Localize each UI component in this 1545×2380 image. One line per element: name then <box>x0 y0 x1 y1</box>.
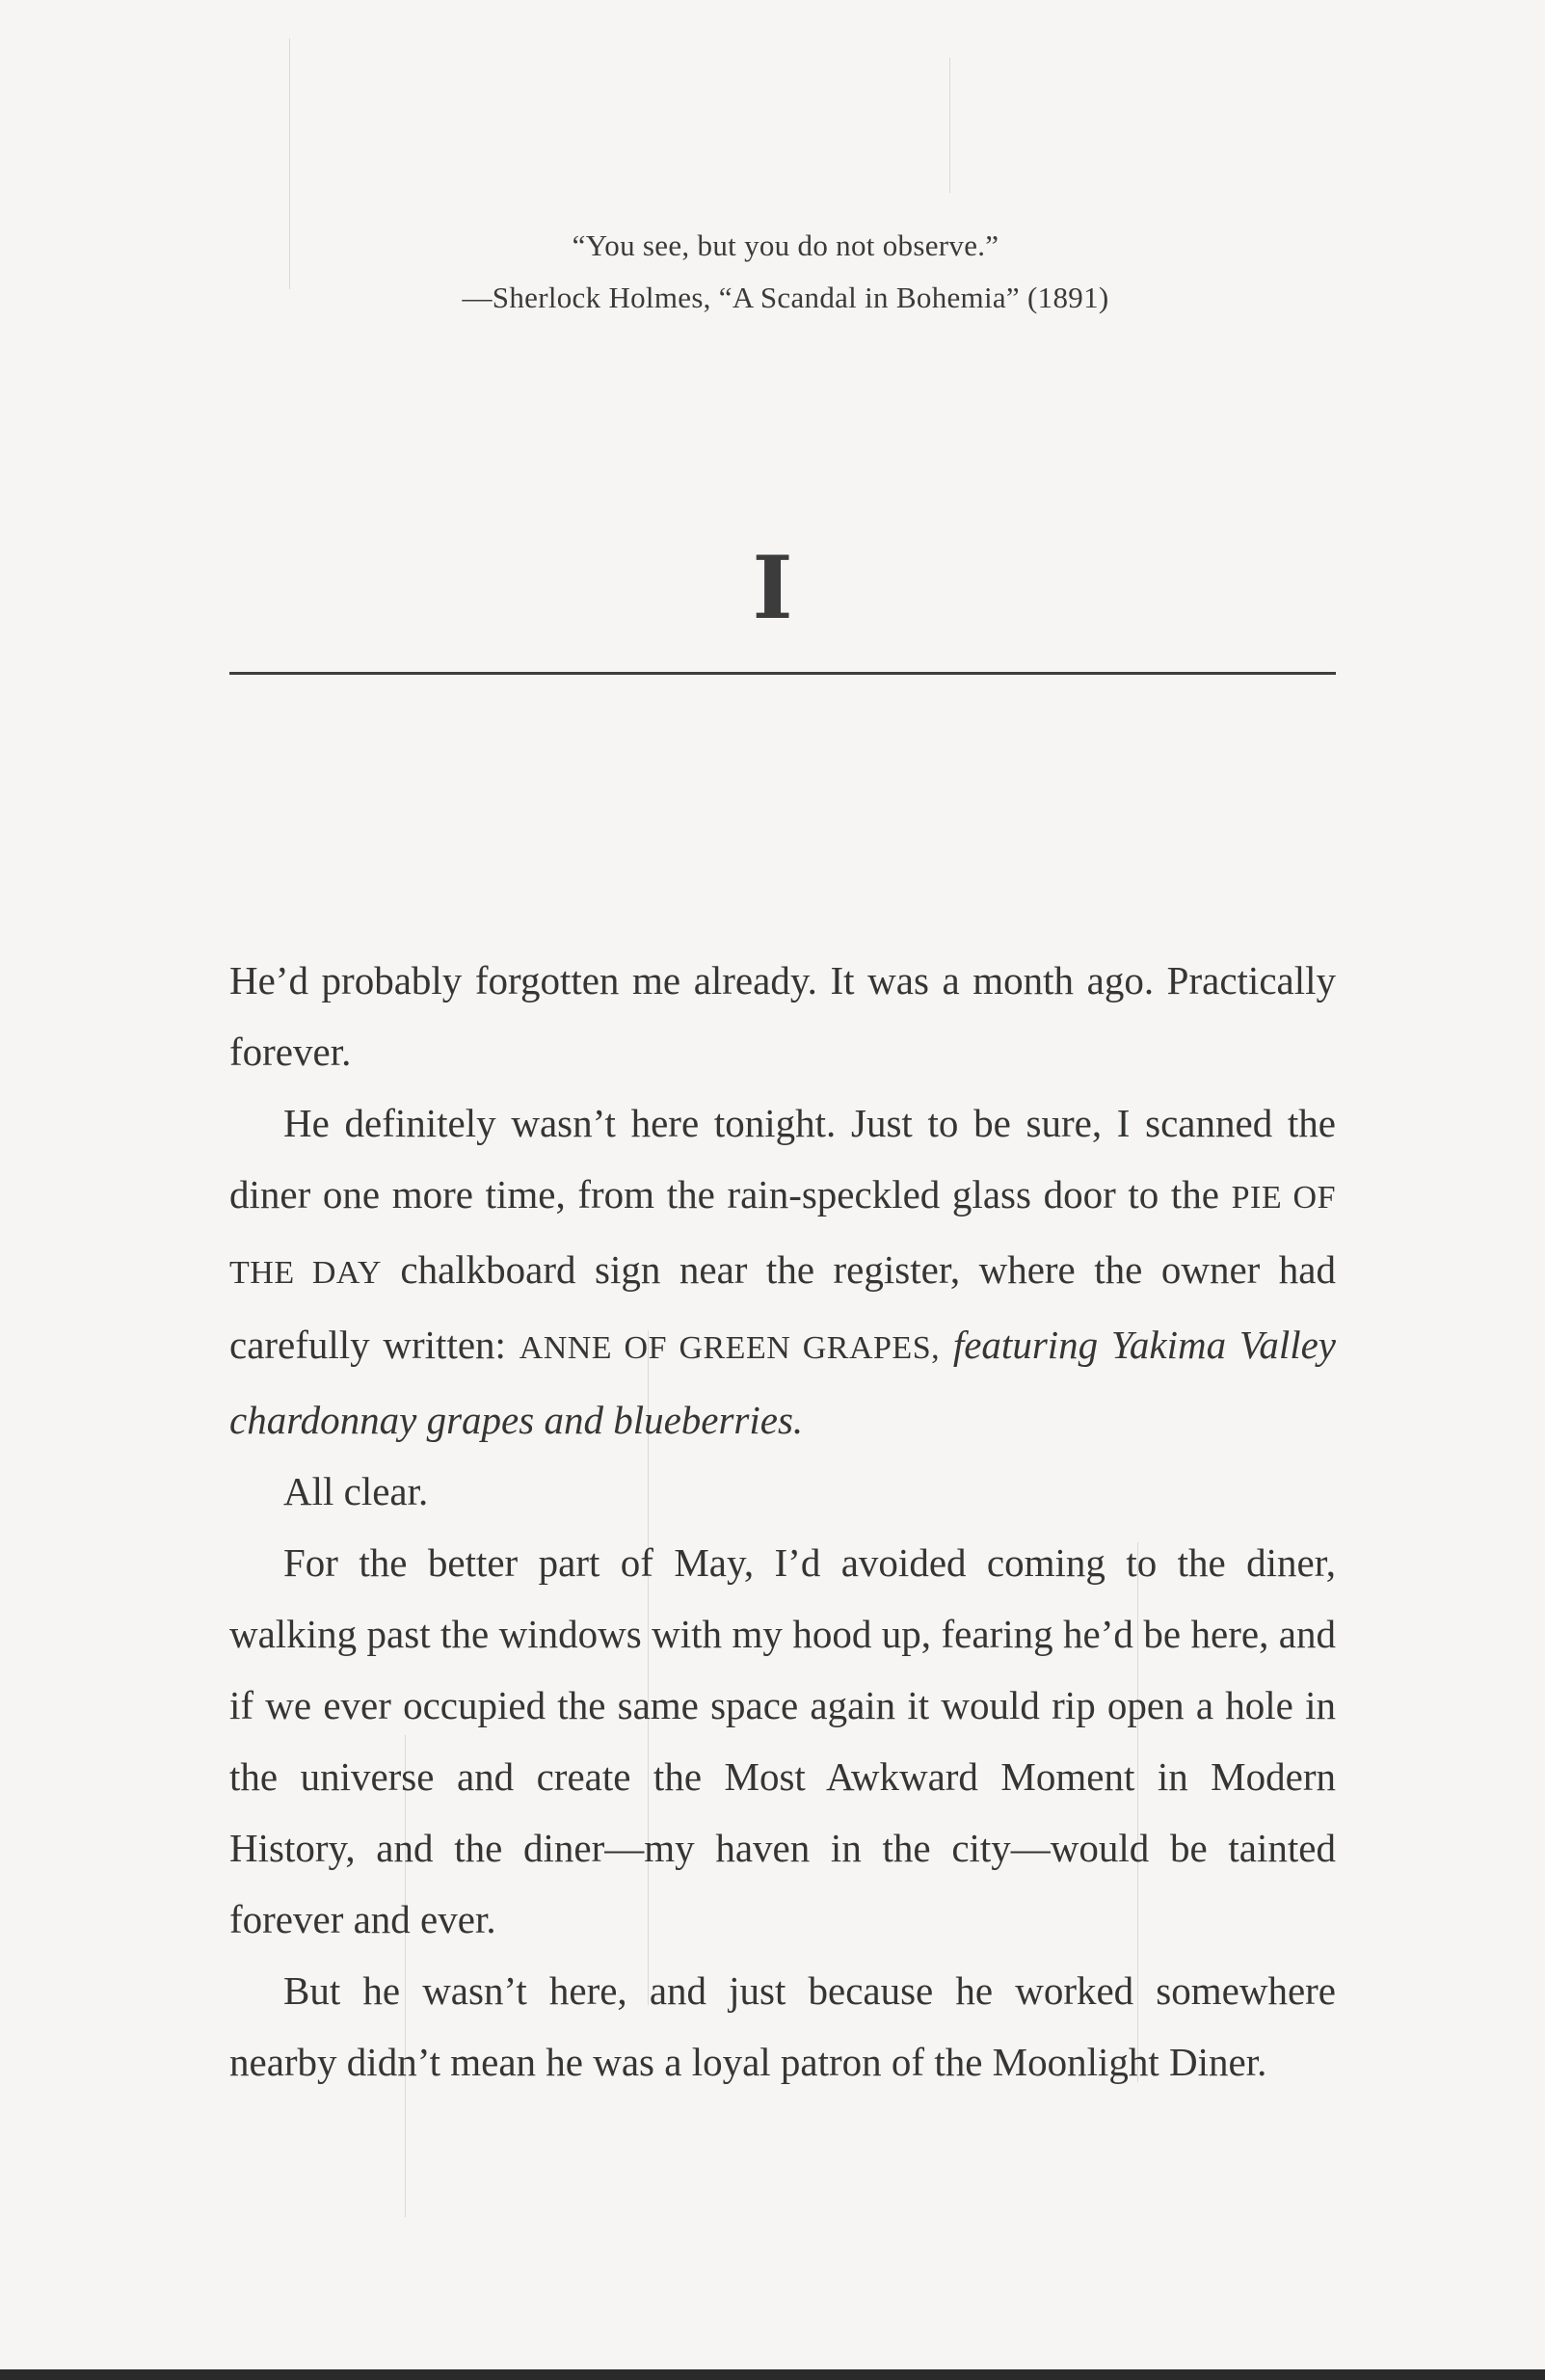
paragraph-2 <box>229 1087 1336 1456</box>
chapter-body <box>229 945 1336 2098</box>
epigraph-attribution: —Sherlock Holmes, “A Scandal in Bohemia” (1891) <box>462 281 1109 314</box>
paragraph-3: All clear. <box>283 1469 429 1513</box>
paragraph-4: For the better part of May, I’d avoided coming to the diner, walking past the windows with my hood up, fearing he’d be here, and if we ever occupied the same space again it would rip open a hole in the universe and create the Most Awkward Moment in Modern History, and the diner—my haven in the city—would be tainted forever and ever. <box>229 1540 1336 1941</box>
paragraph-2-text-b: chalkboard sign near the register, where the owner had carefully written: <box>229 1247 1336 1367</box>
chapter-number: I <box>752 537 793 639</box>
paragraph-5: But he wasn’t here, and just because he worked somewhere nearby didn’t mean he was a loyal patron of the Moonlight Diner. <box>229 1968 1336 2084</box>
page-bottom-edge <box>0 2369 1545 2380</box>
scan-artifact-line <box>949 58 950 193</box>
pie-description: featuring Yakima Valley chardonnay grapes and blueberries. <box>229 1323 1337 1442</box>
epigraph-quote: “You see, but you do not observe.” <box>572 228 999 262</box>
pie-name: ANNE OF GREEN GRAPES, <box>519 1330 941 1366</box>
paragraph-2-space <box>940 1323 953 1367</box>
epigraph <box>231 220 1340 324</box>
pie-of-the-day-label: PIE OF THE DAY <box>229 1180 1336 1291</box>
paragraph-2-text-a: He definitely wasn’t here tonight. Just to be sure, I scanned the diner one more time, from the rain-speckled glass door to the <box>229 1101 1336 1217</box>
chapter-divider-rule <box>229 672 1336 675</box>
paragraph-1: He’d probably forgotten me already. It was a month ago. Practically forever. <box>229 958 1336 1074</box>
